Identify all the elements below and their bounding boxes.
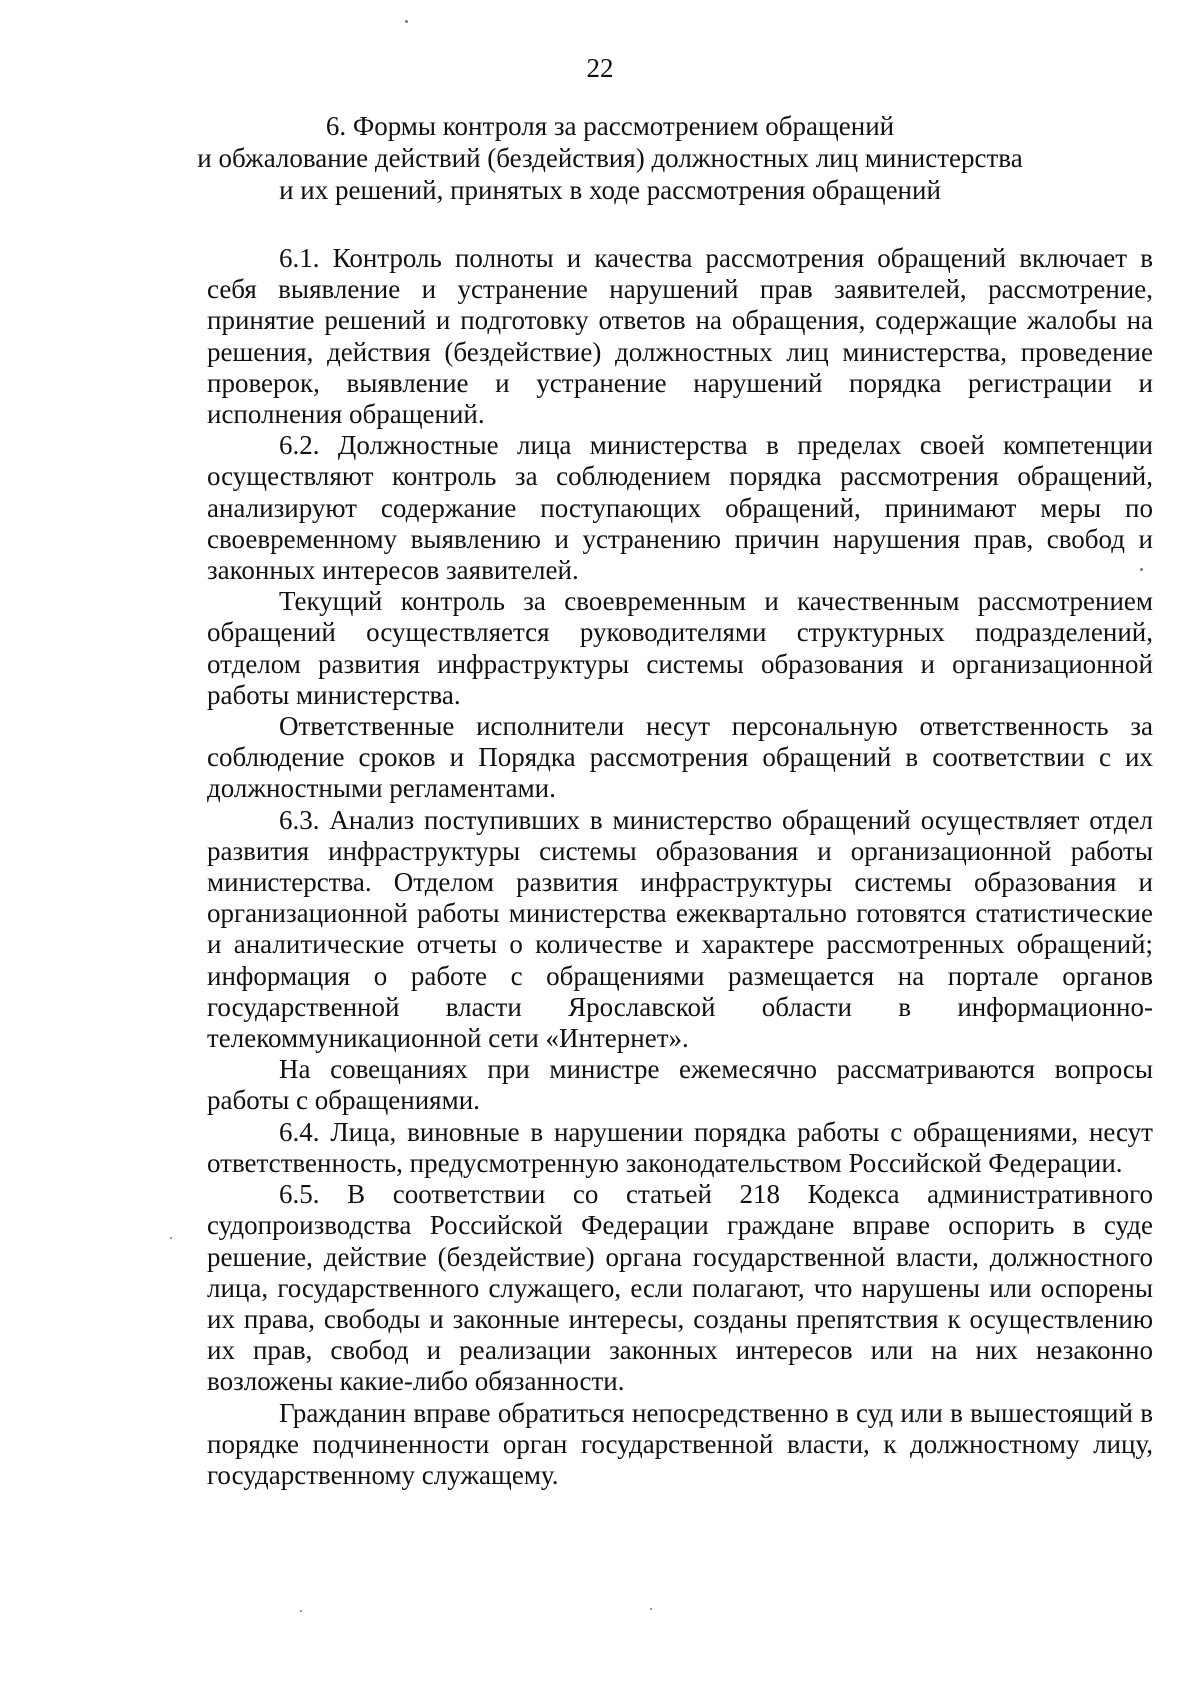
scan-speck bbox=[1140, 568, 1143, 571]
paragraph: Гражданин вправе обратиться непосредственно в суд или в вышестоящий в порядке подчиненности орган государственной власти, к должностному лицу, государственному служащему. bbox=[207, 1397, 1153, 1490]
document-body bbox=[207, 243, 1153, 1491]
paragraph: Текущий контроль за своевременным и качественным рассмотрением обращений осуществляется руководителями структурных подразделений, отделом развития инфраструктуры системы образования и организационной работы министерства. bbox=[207, 586, 1153, 710]
paragraph: 6.5. В соответствии со статьей 218 Кодекса административного судопроизводства Российской Федерации граждане вправе оспорить в суде решение, действие (бездействие) органа государственной власти, должностного лица, государственного служащего, если полагают, что нарушены или оспорены их права, свободы и законные интересы, созданы препятствия к осуществлению их прав, свобод и реализации законных интересов или на них незаконно возложены какие-либо обязанности. bbox=[207, 1179, 1153, 1397]
paragraph: 6.1. Контроль полноты и качества рассмотрения обращений включает в себя выявление и устранение нарушений прав заявителей, рассмотрение, принятие решений и подготовку ответов на обращения, содержащие жалобы на решения, действия (бездействие) должностных лиц министерства, проведение проверок, выявление и устранение нарушений порядка регистрации и исполнения обращений. bbox=[207, 243, 1153, 430]
section-title-line: 6. Формы контроля за рассмотрением обращений bbox=[325, 111, 895, 141]
scan-speck bbox=[170, 1237, 172, 1239]
paragraph: 6.2. Должностные лица министерства в пределах своей компетенции осуществляют контроль за соблюдением порядка рассмотрения обращений, анализируют содержание поступающих обращений, принимают меры по своевременному выявлению и устранению причин нарушения прав, свобод и законных интересов заявителей. bbox=[207, 430, 1153, 586]
section-title bbox=[180, 110, 1040, 206]
paragraph: 6.4. Лица, виновные в нарушении порядка работы с обращениями, несут ответственность, предусмотренную законодательством Российской Федерации. bbox=[207, 1116, 1153, 1178]
scan-speck bbox=[300, 1610, 302, 1612]
page-number: 22 bbox=[586, 53, 614, 83]
paragraph: На совещаниях при министре ежемесячно рассматриваются вопросы работы с обращениями. bbox=[207, 1054, 1153, 1116]
section-title-line: и обжалование действий (бездействия) должностных лиц министерства bbox=[197, 143, 1023, 173]
paragraph: Ответственные исполнители несут персональную ответственность за соблюдение сроков и Порядка рассмотрения обращений в соответствии с их должностными регламентами. bbox=[207, 711, 1153, 804]
scan-speck bbox=[405, 20, 408, 23]
section-title-line: и их решений, принятых в ходе рассмотрения обращений bbox=[279, 175, 941, 205]
scan-speck bbox=[650, 1608, 652, 1610]
paragraph: 6.3. Анализ поступивших в министерство обращений осуществляет отдел развития инфраструктуры системы образования и организационной работы министерства. Отделом развития инфраструктуры системы образования и организационной работы министерства ежеквартально готовятся статистические и аналитические отчеты о количестве и характере рассмотренных обращений; информация о работе с обращениями размещается на портале органов государственной власти Ярославской области в информационно-телекоммуникационной сети «Интернет». bbox=[207, 804, 1153, 1054]
